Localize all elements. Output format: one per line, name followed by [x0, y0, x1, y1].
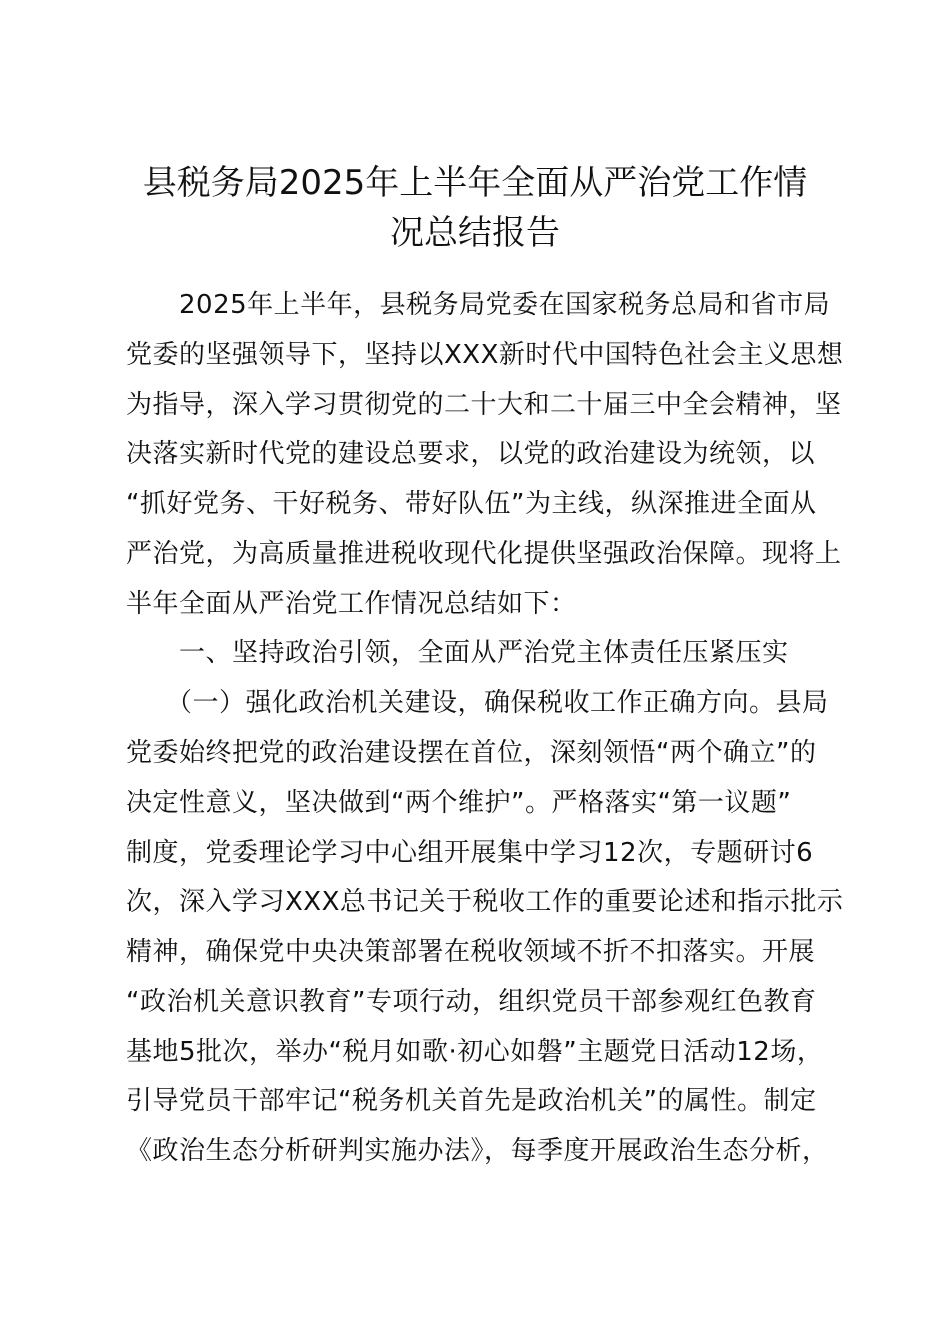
body-line: 基地5批次，举办“税月如歌·初心如磐”主题党日活动12场，	[126, 1037, 824, 1067]
body-line: “抓好党务、干好税务、带好队伍”为主线，纵深推进全面从	[126, 489, 817, 519]
body-line: 制度，党委理论学习中心组开展集中学习12次，专题研讨6	[126, 838, 814, 868]
subsection-heading: （一）强化政治机关建设，确保税收工作正确方向。县局	[126, 688, 829, 718]
body-line: 《政治生态分析研判实施办法》，每季度开展政治生态分析，	[126, 1136, 829, 1166]
body-line: 半年全面从严治党工作情况总结如下：	[126, 589, 577, 619]
body-line: 决定性意义，坚决做到“两个维护”。严格落实“第一议题”	[126, 788, 792, 818]
body-line: “政治机关意识教育”专项行动，组织党员干部参观红色教育	[126, 987, 817, 1017]
body-line: 次，深入学习XXX总书记关于税收工作的重要论述和指示批示	[126, 887, 844, 917]
document-title-line-1: 县税务局2025年上半年全面从严治党工作情	[142, 163, 808, 203]
document-title-line-2: 况总结报告	[390, 213, 560, 253]
section-heading: 一、坚持政治引领，全面从严治党主体责任压紧压实	[126, 638, 789, 668]
body-line: 严治党，为高质量推进税收现代化提供坚强政治保障。现将上	[126, 539, 842, 569]
body-line: 为指导，深入学习贯彻党的二十大和二十届三中全会精神，坚	[126, 390, 842, 420]
body-line: 党委的坚强领导下，坚持以XXX新时代中国特色社会主义思想	[126, 340, 844, 370]
body-line: 引导党员干部牢记“税务机关首先是政治机关”的属性。制定	[126, 1086, 817, 1116]
body-line: 党委始终把党的政治建设摆在首位，深刻领悟“两个确立”的	[126, 738, 817, 768]
body-line: 决落实新时代党的建设总要求，以党的政治建设为统领，以	[126, 439, 816, 469]
body-line: 精神，确保党中央决策部署在税收领域不折不扣落实。开展	[126, 937, 816, 967]
body-line: 2025年上半年，县税务局党委在国家税务总局和省市局	[126, 290, 831, 320]
